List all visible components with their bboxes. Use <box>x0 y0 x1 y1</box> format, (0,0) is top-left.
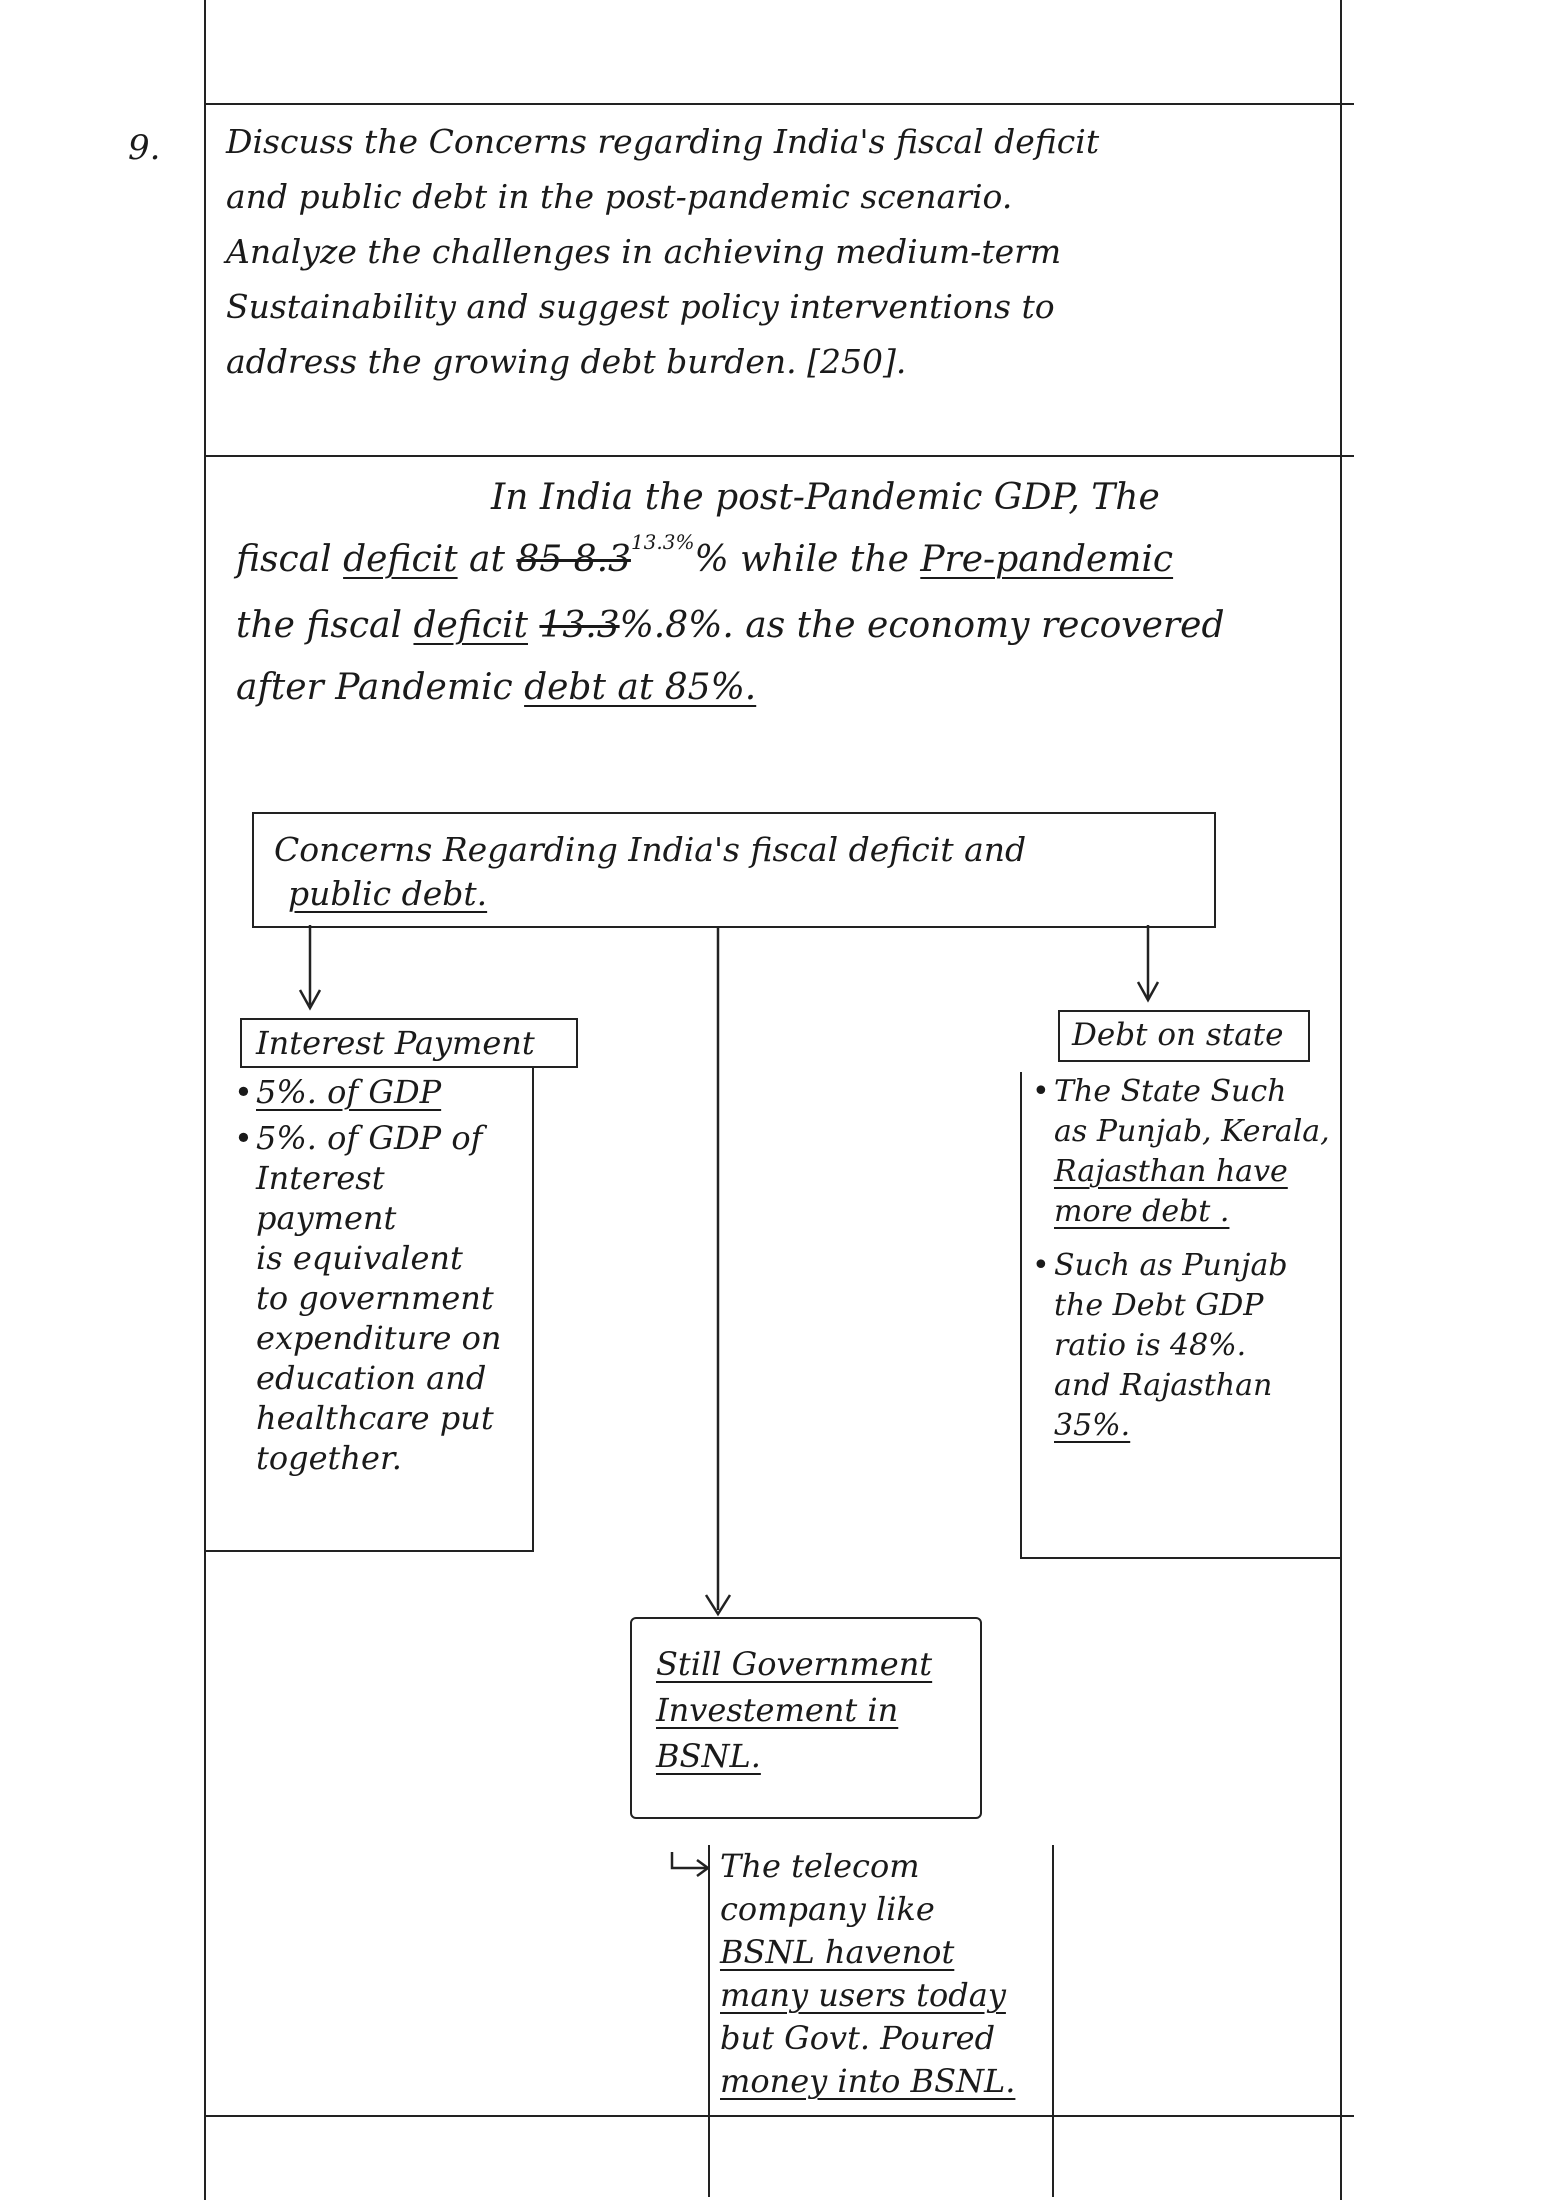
debt-on-state-panel <box>1020 1072 1340 1559</box>
concerns-line-2: public debt. <box>288 874 488 913</box>
debt-on-state-list <box>1032 1072 1337 1446</box>
concerns-box <box>252 812 1216 928</box>
question-line: Analyze the challenges in achieving medium-term <box>226 232 1062 271</box>
interest-payment-title: Interest Payment <box>256 1024 535 1062</box>
question-line: address the growing debt burden. [250]. <box>226 342 907 381</box>
intro-line-4: after Pandemic debt at 85%. <box>236 667 757 708</box>
concerns-line-1: Concerns Regarding India's fiscal deficit and <box>274 830 1027 869</box>
list-item: • 5%. of GDP <box>234 1072 534 1112</box>
interest-payment-panel <box>206 1068 534 1552</box>
bsnl-box-text: Still Government Investement in BSNL. <box>656 1645 933 1775</box>
question-line: Discuss the Concerns regarding India's fiscal deficit <box>226 122 1100 161</box>
interest-payment-title-box <box>240 1018 578 1068</box>
bsnl-note-panel <box>708 1845 1054 2197</box>
list-item: • 5%. of GDP of Interest payment is equivalent to government expenditure on education and healthcare put together. <box>234 1118 534 1478</box>
intro-line-3: the fiscal deficit 13.3%.8%. as the economy recovered <box>236 605 1225 646</box>
bsnl-box <box>630 1617 982 1819</box>
question-line: and public debt in the post-pandemic scenario. <box>226 177 1013 216</box>
bsnl-note-text: The telecom company like BSNL havenot many users today but Govt. Poured money into BSNL. <box>720 1847 1016 2100</box>
debt-on-state-title: Debt on state <box>1072 1017 1284 1053</box>
debt-on-state-title-box <box>1058 1010 1310 1062</box>
list-item: • Such as Punjab the Debt GDP ratio is 48%. and Rajasthan 35%. <box>1032 1246 1337 1446</box>
intro-line-2: fiscal deficit at 85 $8.3^{13.3\%}\%$ while the Pre-pandemic <box>236 530 1174 580</box>
intro-line-1: In India the post-Pandemic GDP, The <box>491 477 1160 518</box>
interest-payment-list <box>234 1072 534 1478</box>
correction-superscript: 13.3% <box>630 530 695 554</box>
question-number: 9. <box>128 128 161 168</box>
question-line: Sustainability and suggest policy interventions to <box>226 287 1055 326</box>
list-item: • The State Such as Punjab, Kerala, Rajasthan have more debt . <box>1032 1072 1337 1232</box>
